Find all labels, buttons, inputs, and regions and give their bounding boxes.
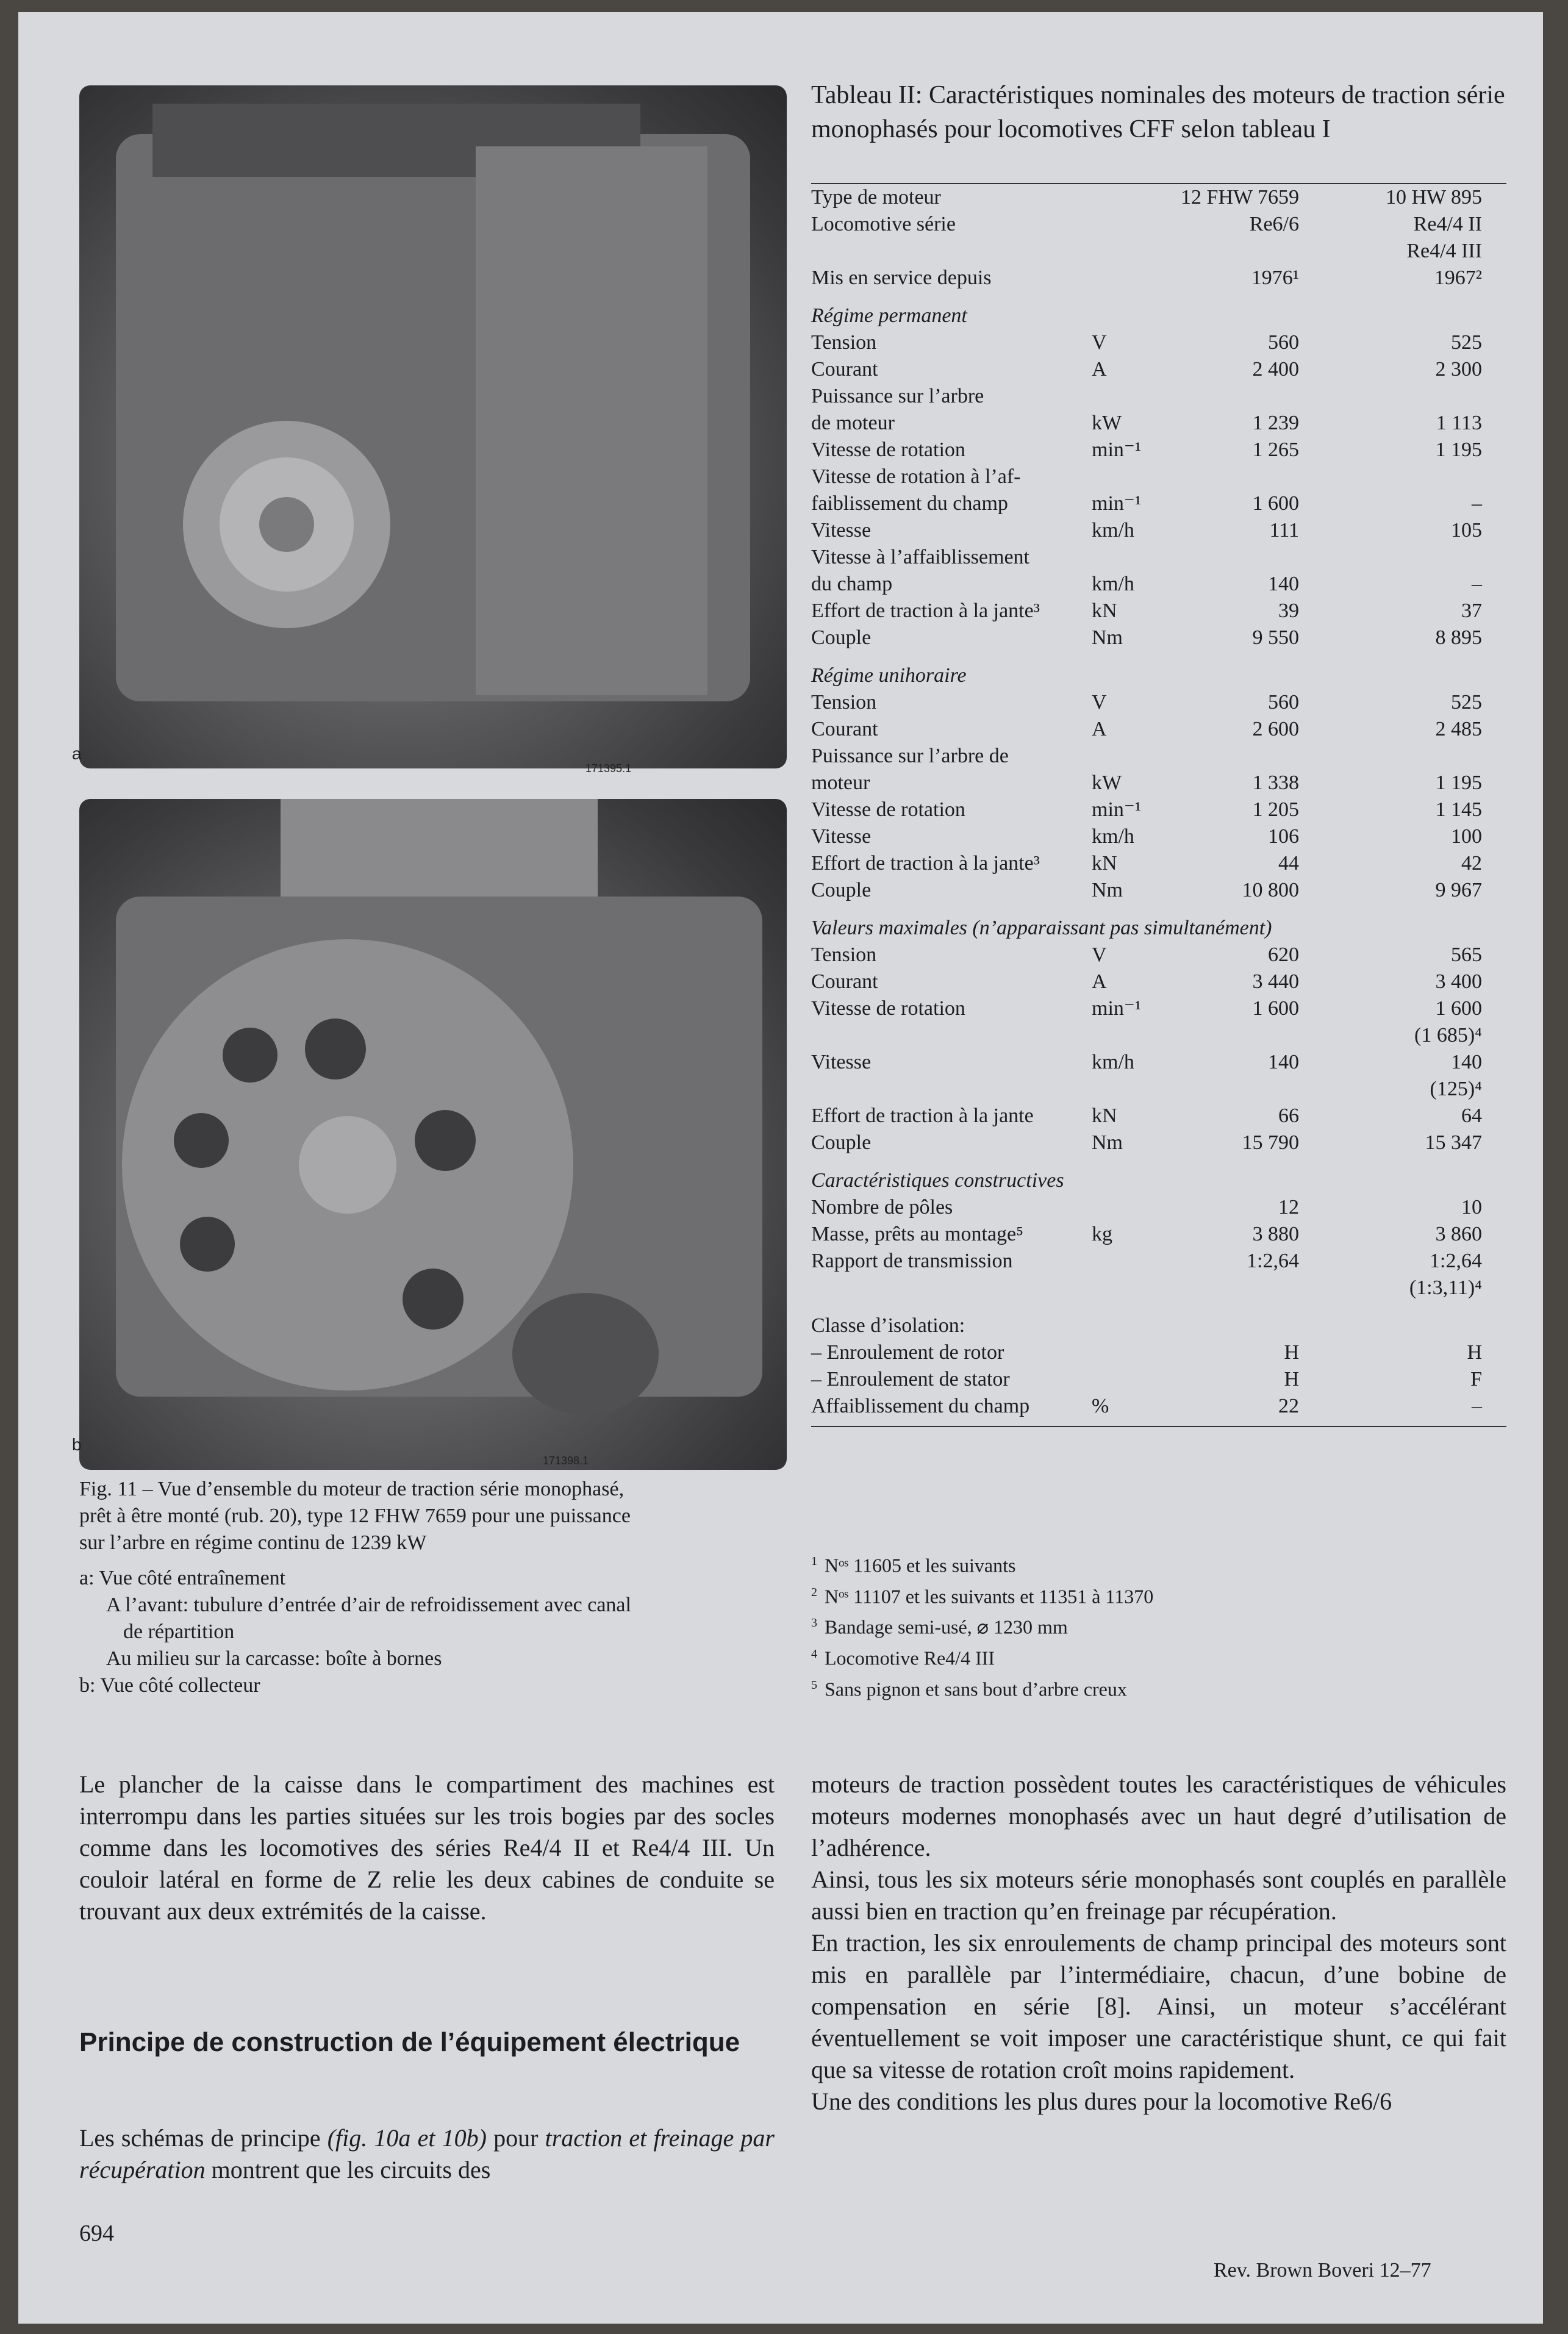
row-unit bbox=[1092, 464, 1165, 490]
row-value-12fhw7659: H bbox=[1284, 1341, 1299, 1364]
row-value-10hw895: 1967² bbox=[1434, 267, 1482, 289]
row-value-12fhw7659: 1 600 bbox=[1252, 492, 1299, 515]
row-value-10hw895: 2 485 bbox=[1435, 718, 1482, 740]
row-unit bbox=[1092, 1076, 1165, 1103]
row-unit bbox=[1092, 238, 1165, 265]
table-row bbox=[811, 1049, 1506, 1076]
row-label: Effort de traction à la jante bbox=[811, 1104, 1034, 1127]
row-label: Vitesse de rotation bbox=[811, 439, 965, 461]
table-row bbox=[811, 1103, 1506, 1129]
footnote-text: Locomotive Re4/4 III bbox=[825, 1647, 995, 1669]
row-label: Puissance sur l’arbre bbox=[811, 385, 984, 407]
table-title: Tableau II: Caractéristiques nominales des moteurs de traction série monophasés pour locomotives CFF selon tableau I bbox=[811, 81, 1505, 143]
table-row bbox=[811, 942, 1506, 968]
row-unit: km/h bbox=[1092, 1051, 1134, 1073]
row-value-12fhw7659: 9 550 bbox=[1252, 626, 1299, 649]
row-unit: kW bbox=[1092, 412, 1122, 434]
row-label: Courant bbox=[811, 358, 878, 381]
row-unit: kN bbox=[1092, 600, 1117, 622]
body-paragraph-right: Une des conditions les plus dures pour la locomotive Re6/6 bbox=[811, 2088, 1392, 2115]
row-value-10hw895: 37 bbox=[1461, 600, 1482, 622]
row-value-10hw895: 42 bbox=[1461, 852, 1482, 875]
row-unit bbox=[1092, 1022, 1165, 1049]
emphasis-text: (fig. 10a et 10b) bbox=[327, 2124, 487, 2152]
table-row bbox=[811, 265, 1506, 292]
row-unit bbox=[1092, 265, 1165, 292]
row-unit: Nm bbox=[1092, 1131, 1123, 1154]
row-value-12fhw7659: 1976¹ bbox=[1251, 267, 1299, 289]
row-value-10hw895: 10 HW 895 bbox=[1385, 186, 1482, 209]
body-paragraph-intro bbox=[79, 2122, 775, 2186]
photo-b-reference: 171398.1 bbox=[543, 1455, 589, 1467]
row-value-10hw895: H bbox=[1467, 1341, 1482, 1364]
row-value-12fhw7659: H bbox=[1284, 1368, 1299, 1391]
row-unit: A bbox=[1092, 358, 1107, 381]
row-label: Masse, prêts au montage⁵ bbox=[811, 1223, 1023, 1245]
row-label: Mis en service depuis bbox=[811, 267, 992, 289]
row-value-10hw895: – bbox=[1472, 1395, 1482, 1417]
table-footnotes bbox=[811, 1548, 1513, 1702]
row-unit: A bbox=[1092, 970, 1107, 993]
row-value-10hw895: 100 bbox=[1451, 825, 1482, 848]
table-row bbox=[811, 1366, 1506, 1393]
footnote bbox=[811, 1641, 1513, 1672]
footnote-number: 3 bbox=[811, 1616, 817, 1630]
row-unit: min⁻¹ bbox=[1092, 798, 1142, 821]
footnote-number: 2 bbox=[811, 1585, 817, 1599]
row-label: Vitesse de rotation à l’af- bbox=[811, 465, 1021, 488]
row-value-12fhw7659: 1:2,64 bbox=[1247, 1250, 1299, 1272]
table-bottom-rule bbox=[811, 1426, 1506, 1427]
footnote-text: Bandage semi-usé, ⌀ 1230 mm bbox=[825, 1616, 1068, 1638]
row-unit bbox=[1092, 544, 1165, 571]
table-section-title: Régime unihoraire bbox=[811, 664, 967, 687]
row-value-10hw895: 1 600 bbox=[1435, 997, 1482, 1020]
table-row bbox=[811, 1312, 1506, 1339]
row-value-12fhw7659 bbox=[1165, 238, 1299, 265]
row-value-12fhw7659: 560 bbox=[1268, 691, 1299, 714]
table-row bbox=[811, 598, 1506, 625]
row-label: Vitesse bbox=[811, 519, 872, 542]
row-label: Vitesse bbox=[811, 1051, 872, 1073]
document-page bbox=[18, 12, 1543, 2324]
row-value-12fhw7659: Re6/6 bbox=[1249, 213, 1299, 235]
row-value-12fhw7659: 1 205 bbox=[1252, 798, 1299, 821]
row-unit: min⁻¹ bbox=[1092, 997, 1142, 1020]
row-label: Couple bbox=[811, 626, 872, 649]
row-value-12fhw7659 bbox=[1165, 1275, 1299, 1301]
journal-reference: Rev. Brown Boveri 12–77 bbox=[1214, 2259, 1431, 2282]
row-label: Vitesse bbox=[811, 825, 872, 848]
table-row bbox=[811, 490, 1506, 517]
row-value-10hw895 bbox=[1299, 544, 1482, 571]
row-label: Tension bbox=[811, 691, 877, 714]
table-section-title: Caractéristiques constructives bbox=[811, 1169, 1064, 1192]
table-row bbox=[811, 517, 1506, 544]
row-value-12fhw7659: 620 bbox=[1268, 943, 1299, 966]
row-value-10hw895: 9 967 bbox=[1435, 879, 1482, 901]
row-value-12fhw7659: 44 bbox=[1278, 852, 1299, 875]
legend-line: a: Vue côté entraînement bbox=[79, 1567, 286, 1589]
row-value-12fhw7659: 1 600 bbox=[1252, 997, 1299, 1020]
table-row bbox=[811, 995, 1506, 1022]
row-label: Puissance sur l’arbre de bbox=[811, 745, 1009, 767]
section-heading: Principe de construction de l’équipement électrique bbox=[79, 2027, 740, 2057]
row-value-12fhw7659 bbox=[1165, 383, 1299, 410]
characteristics-table bbox=[811, 183, 1506, 1427]
table-row bbox=[811, 625, 1506, 651]
table-row bbox=[811, 1194, 1506, 1221]
row-unit: min⁻¹ bbox=[1092, 439, 1142, 461]
legend-line: b: Vue côté collecteur bbox=[79, 1674, 260, 1697]
emphasis-text: traction et freinage par récupération bbox=[79, 2124, 775, 2183]
footnote-text: Nᵒˢ 11605 et les suivants bbox=[825, 1554, 1016, 1577]
row-value-12fhw7659: 140 bbox=[1268, 1051, 1299, 1073]
row-value-10hw895 bbox=[1299, 1312, 1482, 1339]
table-row bbox=[811, 1248, 1506, 1275]
table-row bbox=[811, 544, 1506, 571]
figure-letter-a: a bbox=[72, 744, 82, 763]
row-unit: V bbox=[1092, 331, 1107, 354]
row-label: Tension bbox=[811, 943, 877, 966]
row-unit: A bbox=[1092, 718, 1107, 740]
motor-drive-side-illustration bbox=[79, 85, 787, 768]
table-row bbox=[811, 770, 1506, 796]
row-value-10hw895: F bbox=[1470, 1368, 1482, 1391]
row-unit: Nm bbox=[1092, 626, 1123, 649]
row-label bbox=[811, 1076, 1092, 1103]
row-unit: km/h bbox=[1092, 573, 1134, 595]
row-label: moteur bbox=[811, 771, 870, 794]
row-unit: km/h bbox=[1092, 519, 1134, 542]
row-value-12fhw7659 bbox=[1165, 743, 1299, 770]
row-unit: kW bbox=[1092, 771, 1122, 794]
table-row bbox=[811, 1339, 1506, 1366]
row-value-10hw895 bbox=[1299, 464, 1482, 490]
row-unit bbox=[1092, 743, 1165, 770]
row-value-12fhw7659 bbox=[1165, 1022, 1299, 1049]
row-value-10hw895: (1 685)⁴ bbox=[1414, 1024, 1482, 1047]
legend-line: A l’avant: tubulure d’entrée d’air de refroidissement avec canal bbox=[106, 1594, 631, 1616]
row-value-12fhw7659 bbox=[1165, 544, 1299, 571]
row-label: Couple bbox=[811, 1131, 872, 1154]
page-number: 694 bbox=[79, 2221, 114, 2246]
table-row bbox=[811, 383, 1506, 410]
row-value-12fhw7659: 10 800 bbox=[1242, 879, 1299, 901]
row-unit: % bbox=[1092, 1395, 1109, 1417]
row-value-12fhw7659: 22 bbox=[1278, 1395, 1299, 1417]
table-row bbox=[811, 1076, 1506, 1103]
figure-caption bbox=[79, 1476, 781, 1699]
row-unit: min⁻¹ bbox=[1092, 492, 1142, 515]
row-unit bbox=[1092, 1366, 1165, 1393]
table-row bbox=[811, 716, 1506, 743]
table-row bbox=[811, 329, 1506, 356]
table-row bbox=[811, 184, 1506, 211]
caption-line: Fig. 11 – Vue d’ensemble du moteur de traction série monophasé, bbox=[79, 1478, 625, 1500]
row-value-12fhw7659: 1 265 bbox=[1252, 439, 1299, 461]
legend-line: Au milieu sur la carcasse: boîte à bornes bbox=[106, 1647, 442, 1670]
footnote-number: 1 bbox=[811, 1555, 817, 1568]
row-value-12fhw7659: 106 bbox=[1268, 825, 1299, 848]
row-value-12fhw7659: 12 bbox=[1278, 1196, 1299, 1219]
row-unit: V bbox=[1092, 691, 1107, 714]
table-row bbox=[811, 1275, 1506, 1301]
row-label: – Enroulement de stator bbox=[811, 1368, 1010, 1391]
row-unit: Nm bbox=[1092, 879, 1123, 901]
row-label: – Enroulement de rotor bbox=[811, 1341, 1004, 1364]
table-row bbox=[811, 464, 1506, 490]
row-label: Affaiblissement du champ bbox=[811, 1395, 1030, 1417]
row-value-10hw895: 1 113 bbox=[1436, 412, 1482, 434]
table-row bbox=[811, 877, 1506, 904]
footnote bbox=[811, 1579, 1513, 1610]
row-value-10hw895: 565 bbox=[1451, 943, 1482, 966]
row-value-12fhw7659: 140 bbox=[1268, 573, 1299, 595]
table-row bbox=[811, 437, 1506, 464]
row-value-10hw895: 140 bbox=[1451, 1051, 1482, 1073]
row-value-10hw895: 3 860 bbox=[1435, 1223, 1482, 1245]
row-value-10hw895: 1:2,64 bbox=[1430, 1250, 1482, 1272]
plain-text: Les schémas de principe bbox=[79, 2124, 328, 2152]
table-row bbox=[811, 238, 1506, 265]
footnote-text: Nᵒˢ 11107 et les suivants et 11351 à 11370 bbox=[825, 1585, 1154, 1608]
row-value-10hw895: – bbox=[1472, 492, 1482, 515]
table-section-title: Valeurs maximales (n’apparaissant pas simultanément) bbox=[811, 917, 1272, 939]
row-label: Vitesse de rotation bbox=[811, 798, 965, 821]
body-paragraph-left: Le plancher de la caisse dans le compartiment des machines est interrompu dans les parties situées sur les trois bogies par des socles comme dans les locomotives des séries Re4/4 II et Re4/4 III. Un couloir latéral en forme de Z relie les deux cabines de conduite se trouvant aux deux extrémités de la caisse. bbox=[79, 1770, 775, 1925]
row-value-10hw895: 2 300 bbox=[1435, 358, 1482, 381]
row-value-10hw895: 15 347 bbox=[1425, 1131, 1482, 1154]
row-label bbox=[811, 1275, 1092, 1301]
row-value-10hw895 bbox=[1299, 743, 1482, 770]
row-value-10hw895: 525 bbox=[1451, 691, 1482, 714]
row-value-10hw895: (125)⁴ bbox=[1430, 1078, 1482, 1100]
footnote bbox=[811, 1609, 1513, 1641]
row-value-12fhw7659 bbox=[1165, 1312, 1299, 1339]
table-row bbox=[811, 1221, 1506, 1248]
table-row bbox=[811, 211, 1506, 238]
legend-line: de répartition bbox=[123, 1620, 235, 1643]
footnote-number: 5 bbox=[811, 1678, 817, 1692]
row-label: Tension bbox=[811, 331, 877, 354]
table-section-title: Régime permanent bbox=[811, 304, 967, 327]
row-value-10hw895: Re4/4 II bbox=[1413, 213, 1482, 235]
caption-line: sur l’arbre en régime continu de 1239 kW bbox=[79, 1531, 427, 1554]
row-value-12fhw7659 bbox=[1165, 464, 1299, 490]
row-label: faiblissement du champ bbox=[811, 492, 1008, 515]
row-value-10hw895: 64 bbox=[1461, 1104, 1482, 1127]
row-value-10hw895: Re4/4 III bbox=[1406, 240, 1482, 262]
table-row bbox=[811, 410, 1506, 437]
row-label: Effort de traction à la jante³ bbox=[811, 852, 1040, 875]
row-value-10hw895: 1 195 bbox=[1435, 439, 1482, 461]
row-label: Locomotive série bbox=[811, 213, 956, 235]
row-unit bbox=[1092, 1312, 1165, 1339]
row-value-12fhw7659 bbox=[1165, 1076, 1299, 1103]
row-value-12fhw7659: 111 bbox=[1269, 519, 1299, 542]
row-label: Courant bbox=[811, 718, 878, 740]
row-unit bbox=[1092, 1339, 1165, 1366]
plain-text: pour bbox=[486, 2124, 545, 2152]
row-label: Nombre de pôles bbox=[811, 1196, 953, 1219]
row-value-12fhw7659: 1 239 bbox=[1252, 412, 1299, 434]
row-value-10hw895: 1 145 bbox=[1435, 798, 1482, 821]
row-unit: V bbox=[1092, 943, 1107, 966]
row-unit bbox=[1092, 383, 1165, 410]
row-label: Courant bbox=[811, 970, 878, 993]
footnote bbox=[811, 1548, 1513, 1579]
row-unit: kN bbox=[1092, 852, 1117, 875]
row-value-12fhw7659: 2 600 bbox=[1252, 718, 1299, 740]
table-row bbox=[811, 850, 1506, 877]
row-unit: kg bbox=[1092, 1223, 1112, 1245]
table-row bbox=[811, 1393, 1506, 1420]
row-label: Rapport de transmission bbox=[811, 1250, 1013, 1272]
table-row bbox=[811, 1129, 1506, 1156]
row-value-12fhw7659: 15 790 bbox=[1242, 1131, 1299, 1154]
row-value-12fhw7659: 66 bbox=[1278, 1104, 1299, 1127]
table-row bbox=[811, 1022, 1506, 1049]
row-value-12fhw7659: 39 bbox=[1278, 600, 1299, 622]
table-row bbox=[811, 571, 1506, 598]
row-value-12fhw7659: 12 FHW 7659 bbox=[1181, 186, 1299, 209]
row-unit bbox=[1092, 1275, 1165, 1301]
body-text-right-column bbox=[811, 1769, 1506, 2117]
row-value-12fhw7659: 1 338 bbox=[1252, 771, 1299, 794]
row-value-10hw895: 10 bbox=[1461, 1196, 1482, 1219]
body-paragraph-right: Ainsi, tous les six moteurs série monophasés sont couplés en parallèle aussi bien en traction qu’en freinage par récupération. bbox=[811, 1866, 1506, 1925]
footnote-text: Sans pignon et sans bout d’arbre creux bbox=[825, 1678, 1127, 1700]
body-paragraph-right: En traction, les six enroulements de champ principal des moteurs sont mis en parallèle par l’intermédiaire, chacun, d’une bobine de compensation en série [8]. Ainsi, un moteur s’accélérant éventuellement se voit imposer une caractéristique shunt, ce qui fait que sa vitesse de rotation croît moins rapidement. bbox=[811, 1929, 1506, 2083]
row-value-12fhw7659: 3 440 bbox=[1252, 970, 1299, 993]
table-row bbox=[811, 743, 1506, 770]
row-value-10hw895: 1 195 bbox=[1435, 771, 1482, 794]
row-unit bbox=[1092, 211, 1165, 238]
row-label: du champ bbox=[811, 573, 893, 595]
photo-a-reference: 171395.1 bbox=[585, 762, 632, 775]
row-label: Classe d’isolation: bbox=[811, 1314, 965, 1337]
row-label bbox=[811, 1022, 1092, 1049]
caption-line: prêt à être monté (rub. 20), type 12 FHW 7659 pour une puissance bbox=[79, 1505, 631, 1527]
footnote bbox=[811, 1672, 1513, 1703]
row-value-10hw895: (1:3,11)⁴ bbox=[1409, 1276, 1482, 1299]
motor-collector-side-illustration bbox=[79, 799, 787, 1470]
table-row bbox=[811, 356, 1506, 383]
motor-photo-collector-side bbox=[79, 799, 787, 1470]
row-unit bbox=[1092, 184, 1165, 211]
table-row bbox=[811, 823, 1506, 850]
row-value-10hw895: 3 400 bbox=[1435, 970, 1482, 993]
row-label: Vitesse de rotation bbox=[811, 997, 965, 1020]
row-value-10hw895: 105 bbox=[1451, 519, 1482, 542]
row-unit bbox=[1092, 1194, 1165, 1221]
row-label: Type de moteur bbox=[811, 186, 941, 209]
motor-photo-drive-side bbox=[79, 85, 787, 775]
row-unit bbox=[1092, 1248, 1165, 1275]
row-value-12fhw7659: 3 880 bbox=[1252, 1223, 1299, 1245]
figure-legend bbox=[79, 1565, 781, 1699]
table-row bbox=[811, 689, 1506, 716]
row-value-10hw895: 525 bbox=[1451, 331, 1482, 354]
table-row bbox=[811, 968, 1506, 995]
table-row bbox=[811, 796, 1506, 823]
row-value-10hw895: 8 895 bbox=[1435, 626, 1482, 649]
plain-text: montrent que les circuits des bbox=[205, 2156, 491, 2183]
row-unit: kN bbox=[1092, 1104, 1117, 1127]
row-unit: km/h bbox=[1092, 825, 1134, 848]
footnote-number: 4 bbox=[811, 1647, 817, 1661]
row-label: Effort de traction à la jante³ bbox=[811, 600, 1040, 622]
row-value-12fhw7659: 2 400 bbox=[1252, 358, 1299, 381]
row-value-12fhw7659: 560 bbox=[1268, 331, 1299, 354]
row-label: Couple bbox=[811, 879, 872, 901]
table-section-gap bbox=[811, 1301, 1506, 1312]
row-value-10hw895 bbox=[1299, 383, 1482, 410]
row-label: Vitesse à l’affaiblissement bbox=[811, 546, 1029, 568]
figure-letter-b: b bbox=[72, 1435, 82, 1454]
body-paragraph-right: moteurs de traction possèdent toutes les caractéristiques de véhicules moteurs modernes monophasés avec un haut degré d’utilisation de l’adhérence. bbox=[811, 1770, 1506, 1861]
row-value-10hw895: – bbox=[1472, 573, 1482, 595]
row-label bbox=[811, 238, 1092, 265]
row-label: de moteur bbox=[811, 412, 895, 434]
